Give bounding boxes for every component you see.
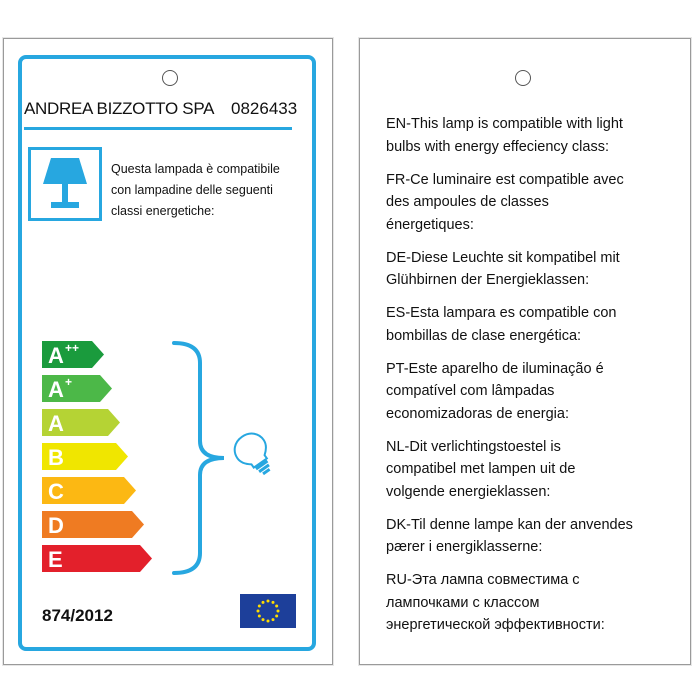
regulation-number: 874/2012 [42, 606, 113, 625]
eu-star [258, 605, 261, 608]
eu-star [258, 615, 261, 618]
eu-star [275, 605, 278, 608]
text-line: volgende energieklassen: [386, 483, 551, 500]
translation-fr [386, 169, 682, 237]
translation-dk [386, 514, 682, 559]
eu-star [272, 601, 275, 604]
energy-class-arrows [42, 339, 162, 579]
light-bulb-icon [232, 429, 276, 479]
energy-class-arrow [42, 443, 128, 470]
text-line: pærer i energiklasserne: [386, 539, 543, 555]
energy-class-superscript: ++ [65, 341, 80, 355]
text-line: FR-Ce luminaire est compatible avec [386, 171, 624, 188]
translation-ru [386, 569, 682, 637]
eu-star [267, 600, 270, 603]
text-line: bombillas de clase energética: [386, 327, 582, 344]
energy-class-label: B [48, 445, 64, 470]
hang-hole [515, 70, 531, 86]
text-line: énergetiques: [386, 216, 474, 233]
eu-star [275, 615, 278, 618]
energy-class-superscript: + [65, 375, 73, 389]
text-line: economizadoras de energia: [386, 405, 569, 422]
translation-en [386, 113, 682, 158]
energy-class-arrow [42, 511, 144, 538]
energy-class-arrow [42, 477, 136, 504]
energy-class-arrow [42, 545, 152, 572]
eu-star [267, 620, 270, 623]
company-name: ANDREA BIZZOTTO SPA [24, 99, 215, 118]
energy-class-arrow [42, 409, 120, 436]
product-code: 0826433 [231, 99, 298, 118]
translations [386, 113, 682, 647]
eu-star [262, 618, 265, 621]
translation-es [386, 302, 682, 347]
energy-class-label: A [48, 377, 64, 402]
text-line: bulbs with energy effeciency class: [386, 138, 609, 155]
energy-class-label: E [48, 547, 63, 572]
compatibility-line: con lampadine delle seguenti [111, 183, 273, 197]
eu-star [262, 601, 265, 604]
lamp-icon-box [28, 147, 102, 221]
energy-class-label: A [48, 343, 64, 368]
header-divider [24, 127, 292, 130]
text-line: лампочками с классом [386, 594, 540, 611]
table-lamp-icon [31, 150, 99, 218]
eu-star [277, 610, 280, 613]
energy-class-label: A [48, 411, 64, 436]
eu-flag-icon [240, 594, 296, 628]
compatibility-line: classi energetiche: [111, 204, 215, 218]
translation-nl [386, 436, 682, 504]
eu-star [257, 610, 260, 613]
range-brace [172, 341, 232, 575]
energy-class-label: D [48, 513, 64, 538]
energy-class-arrow [42, 341, 104, 368]
energy-label-card [3, 38, 333, 665]
text-line: энергетической эффективности: [386, 617, 605, 633]
eu-star [272, 618, 275, 621]
compatibility-line: Questa lampada è compatibile [111, 162, 280, 176]
text-line: EN-This lamp is compatible with light [386, 116, 623, 132]
multilingual-text-card [359, 38, 691, 665]
text-line: PT-Este aparelho de iluminação é [386, 360, 604, 377]
translation-de [386, 247, 682, 292]
text-line: ES-Esta lampara es compatible con [386, 305, 617, 321]
text-line: DE-Diese Leuchte sit kompatibel mit [386, 249, 620, 266]
text-line: Glühbirnen der Energieklassen: [386, 272, 590, 288]
text-line: DK-Til denne lampe kan der anvendes [386, 516, 633, 533]
energy-class-label: C [48, 479, 64, 504]
energy-class-arrow [42, 375, 112, 402]
text-line: compatível com lâmpadas [386, 383, 555, 399]
text-line: NL-Dit verlichtingstoestel is [386, 438, 561, 455]
text-line: des ampoules de classes [386, 194, 549, 210]
translation-pt [386, 358, 682, 426]
compatibility-text [111, 159, 301, 222]
text-line: RU-Эта лампа совместима с [386, 572, 580, 588]
text-line: compatibel met lampen uit de [386, 461, 576, 477]
